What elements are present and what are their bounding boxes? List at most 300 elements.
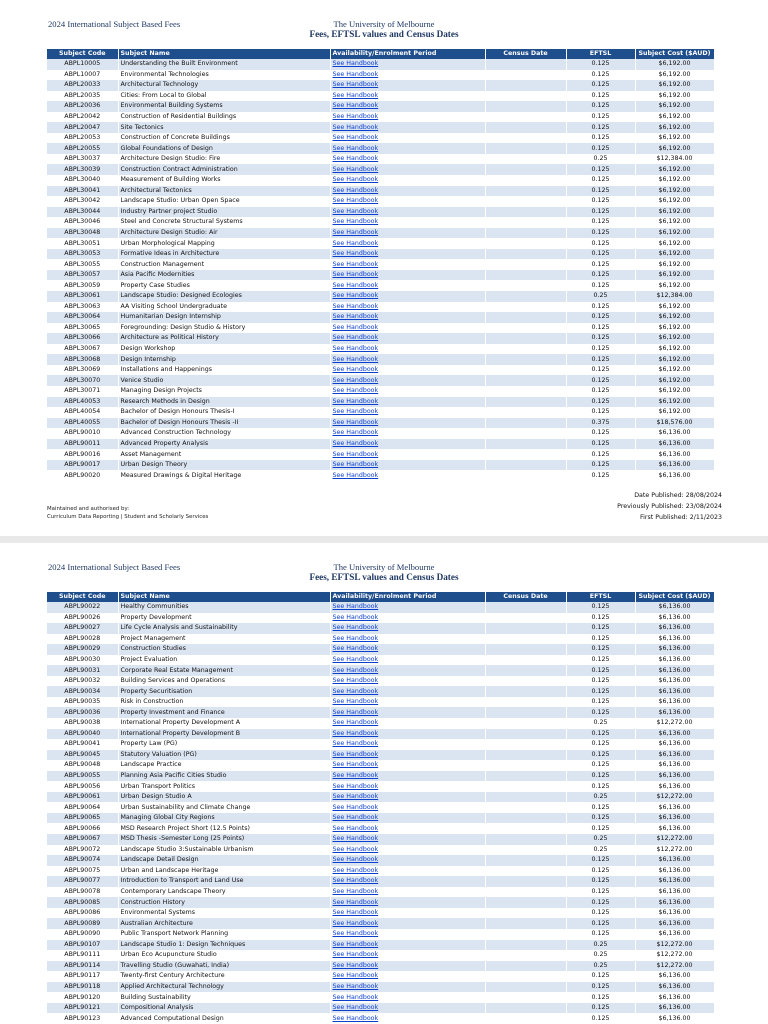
handbook-link[interactable] [330,291,485,302]
subject-name-cell: Planning Asia Pacific Cities Studio [118,771,330,782]
handbook-link[interactable] [330,407,485,418]
see-handbook-link[interactable]: See Handbook [332,366,379,374]
handbook-link[interactable] [330,634,485,645]
table-row [47,876,714,887]
see-handbook-link[interactable]: See Handbook [332,1014,379,1022]
eftsl-cell: 0.125 [566,813,635,824]
handbook-link[interactable] [330,270,485,281]
census-date-cell [485,312,566,323]
handbook-link[interactable] [330,1003,485,1014]
handbook-link[interactable] [330,375,485,386]
university-name: The University of Melbourne [333,19,435,29]
table-row [47,449,714,460]
eftsl-cell: 0.125 [566,781,635,792]
table-row [47,665,714,676]
see-handbook-link[interactable]: See Handbook [332,740,379,748]
handbook-link[interactable] [330,739,485,750]
see-handbook-link[interactable]: See Handbook [332,144,379,152]
handbook-link[interactable] [330,686,485,697]
subject-name-cell: Life Cycle Analysis and Sustainability [118,623,330,634]
see-handbook-link[interactable]: See Handbook [332,81,379,89]
see-handbook-link[interactable]: See Handbook [332,471,379,479]
handbook-link[interactable] [330,834,485,845]
handbook-link[interactable] [330,344,485,355]
handbook-link[interactable] [330,217,485,228]
see-handbook-link[interactable]: See Handbook [332,961,379,969]
subject-cost-cell: $6,136.00 [635,655,714,666]
eftsl-cell: 0.125 [566,686,635,697]
table-row [47,971,714,982]
see-handbook-link[interactable]: See Handbook [332,666,379,674]
handbook-link[interactable] [330,428,485,439]
handbook-link[interactable] [330,813,485,824]
see-handbook-link[interactable]: See Handbook [332,824,379,832]
see-handbook-link[interactable]: See Handbook [332,888,379,896]
eftsl-cell: 0.125 [566,982,635,993]
handbook-link[interactable] [330,354,485,365]
handbook-link[interactable] [330,59,485,70]
publication-dates [617,490,722,523]
subject-name-cell: Twenty-first Century Architecture [118,971,330,982]
handbook-link[interactable] [330,982,485,993]
handbook-link[interactable] [330,792,485,803]
handbook-link[interactable] [330,729,485,740]
see-handbook-link[interactable]: See Handbook [332,102,379,110]
subject-code-cell: ABPL90117 [47,971,118,982]
subject-code-cell: ABPL30061 [47,291,118,302]
see-handbook-link[interactable]: See Handbook [332,951,379,959]
table-row [47,992,714,1003]
census-date-cell [485,80,566,91]
see-handbook-link[interactable]: See Handbook [332,239,379,247]
handbook-link[interactable] [330,70,485,81]
table-row [47,333,714,344]
handbook-link[interactable] [330,866,485,877]
handbook-link[interactable] [330,961,485,972]
subject-name-cell: MSD Thesis -Semester Long (25 Points) [118,834,330,845]
see-handbook-link[interactable]: See Handbook [332,750,379,758]
see-handbook-link[interactable]: See Handbook [332,313,379,321]
census-date-cell [485,866,566,877]
subject-code-cell: ABPL90034 [47,686,118,697]
table-row [47,291,714,302]
subject-name-cell: Installations and Happenings [118,365,330,376]
see-handbook-link[interactable]: See Handbook [332,418,379,426]
eftsl-cell: 0.125 [566,175,635,186]
eftsl-cell: 0.125 [566,397,635,408]
subject-name-cell: Public Transport Network Planning [118,929,330,940]
see-handbook-link[interactable]: See Handbook [332,993,379,1001]
handbook-link[interactable] [330,249,485,260]
census-date-cell [485,845,566,856]
eftsl-cell: 0.125 [566,280,635,291]
subject-code-cell: ABPL90045 [47,750,118,761]
handbook-link[interactable] [330,707,485,718]
handbook-link[interactable] [330,887,485,898]
handbook-link[interactable] [330,280,485,291]
see-handbook-link[interactable]: See Handbook [332,909,379,917]
census-date-cell [485,375,566,386]
eftsl-cell: 0.125 [566,80,635,91]
handbook-link[interactable] [330,644,485,655]
see-handbook-link[interactable]: See Handbook [332,835,379,843]
see-handbook-link[interactable]: See Handbook [332,461,379,469]
census-date-cell [485,971,566,982]
census-date-cell [485,992,566,1003]
handbook-link[interactable] [330,665,485,676]
handbook-link[interactable] [330,238,485,249]
see-handbook-link[interactable]: See Handbook [332,345,379,353]
subject-name-cell: Understanding the Built Environment [118,59,330,70]
handbook-link[interactable] [330,908,485,919]
see-handbook-link[interactable]: See Handbook [332,60,379,68]
see-handbook-link[interactable]: See Handbook [332,70,379,78]
handbook-link[interactable] [330,781,485,792]
subject-name-cell: Construction History [118,897,330,908]
subject-name-cell: Environmental Technologies [118,70,330,81]
see-handbook-link[interactable]: See Handbook [332,123,379,131]
see-handbook-link[interactable]: See Handbook [332,877,379,885]
table-row [47,375,714,386]
see-handbook-link[interactable]: See Handbook [332,866,379,874]
subject-code-cell: ABPL90123 [47,1013,118,1024]
eftsl-cell: 0.125 [566,439,635,450]
see-handbook-link[interactable]: See Handbook [332,1004,379,1012]
census-date-cell [485,449,566,460]
subject-code-cell: ABPL30067 [47,344,118,355]
see-handbook-link[interactable]: See Handbook [332,376,379,384]
subject-cost-cell: $6,136.00 [635,1003,714,1014]
subject-code-cell: ABPL90026 [47,613,118,624]
subject-cost-cell: $6,192.00 [635,70,714,81]
col-header-census-date: Census Date [485,49,566,59]
subject-code-cell: ABPL90118 [47,982,118,993]
eftsl-cell: 0.125 [566,655,635,666]
handbook-link[interactable] [330,676,485,687]
handbook-link[interactable] [330,760,485,771]
see-handbook-link[interactable]: See Handbook [332,930,379,938]
handbook-link[interactable] [330,196,485,207]
eftsl-cell: 0.125 [566,802,635,813]
census-date-cell [485,217,566,228]
table-row [47,644,714,655]
handbook-link[interactable] [330,823,485,834]
handbook-link[interactable] [330,91,485,102]
subject-name-cell: Healthy Communities [118,602,330,613]
subject-code-cell: ABPL90107 [47,940,118,951]
table-row [47,418,714,429]
handbook-link[interactable] [330,918,485,929]
see-handbook-link[interactable]: See Handbook [332,972,379,980]
see-handbook-link[interactable]: See Handbook [332,634,379,642]
university-name: The University of Melbourne [333,562,435,572]
handbook-link[interactable] [330,971,485,982]
table-row [47,101,714,112]
handbook-link[interactable] [330,302,485,313]
see-handbook-link[interactable]: See Handbook [332,645,379,653]
subject-code-cell: ABPL30071 [47,386,118,397]
subject-cost-cell: $6,192.00 [635,365,714,376]
see-handbook-link[interactable]: See Handbook [332,613,379,621]
census-date-cell [485,302,566,313]
see-handbook-link[interactable]: See Handbook [332,719,379,727]
table-row [47,207,714,218]
table-row [47,249,714,260]
see-handbook-link[interactable]: See Handbook [332,729,379,737]
see-handbook-link[interactable]: See Handbook [332,176,379,184]
census-date-cell [485,407,566,418]
subject-name-cell: Formative Ideas in Architecture [118,249,330,260]
handbook-link[interactable] [330,718,485,729]
census-date-cell [485,259,566,270]
handbook-link[interactable] [330,175,485,186]
subject-cost-cell: $6,192.00 [635,333,714,344]
census-date-cell [485,834,566,845]
see-handbook-link[interactable]: See Handbook [332,271,379,279]
table-row [47,439,714,450]
see-handbook-link[interactable]: See Handbook [332,260,379,268]
see-handbook-link[interactable]: See Handbook [332,281,379,289]
handbook-link[interactable] [330,80,485,91]
handbook-link[interactable] [330,470,485,481]
eftsl-cell: 0.25 [566,845,635,856]
census-date-cell [485,613,566,624]
handbook-link[interactable] [330,186,485,197]
handbook-link[interactable] [330,439,485,450]
see-handbook-link[interactable]: See Handbook [332,355,379,363]
subject-name-cell: Risk in Construction [118,697,330,708]
subject-name-cell: Urban Morphological Mapping [118,238,330,249]
subject-cost-cell: $12,272.00 [635,961,714,972]
handbook-link[interactable] [330,750,485,761]
subject-name-cell: Construction Management [118,259,330,270]
see-handbook-link[interactable]: See Handbook [332,803,379,811]
see-handbook-link[interactable]: See Handbook [332,919,379,927]
subject-name-cell: Property Case Studies [118,280,330,291]
see-handbook-link[interactable]: See Handbook [332,782,379,790]
subject-code-cell: ABPL40053 [47,397,118,408]
handbook-link[interactable] [330,897,485,908]
handbook-link[interactable] [330,697,485,708]
handbook-link[interactable] [330,771,485,782]
handbook-link[interactable] [330,207,485,218]
handbook-link[interactable] [330,228,485,239]
subject-cost-cell: $6,192.00 [635,312,714,323]
subject-cost-cell: $6,136.00 [635,739,714,750]
see-handbook-link[interactable]: See Handbook [332,772,379,780]
see-handbook-link[interactable]: See Handbook [332,856,379,864]
handbook-link[interactable] [330,365,485,376]
census-date-cell [485,291,566,302]
eftsl-cell: 0.125 [566,164,635,175]
see-handbook-link[interactable]: See Handbook [332,708,379,716]
handbook-link[interactable] [330,143,485,154]
subject-code-cell: ABPL90032 [47,676,118,687]
see-handbook-link[interactable]: See Handbook [332,229,379,237]
subject-name-cell: Cities: From Local to Global [118,91,330,102]
census-date-cell [485,333,566,344]
see-handbook-link[interactable]: See Handbook [332,165,379,173]
subject-name-cell: Managing Global City Regions [118,813,330,824]
see-handbook-link[interactable]: See Handbook [332,302,379,310]
subject-cost-cell: $6,136.00 [635,918,714,929]
see-handbook-link[interactable]: See Handbook [332,677,379,685]
subject-cost-cell: $12,272.00 [635,834,714,845]
see-handbook-link[interactable]: See Handbook [332,940,379,948]
see-handbook-link[interactable]: See Handbook [332,292,379,300]
see-handbook-link[interactable]: See Handbook [332,845,379,853]
see-handbook-link[interactable]: See Handbook [332,387,379,395]
subject-cost-cell: $6,136.00 [635,613,714,624]
handbook-link[interactable] [330,418,485,429]
subject-name-cell: Urban Design Studio A [118,792,330,803]
table-row [47,280,714,291]
see-handbook-link[interactable]: See Handbook [332,134,379,142]
table-row [47,186,714,197]
census-date-cell [485,813,566,824]
table-row [47,897,714,908]
census-date-cell [485,771,566,782]
handbook-link[interactable] [330,855,485,866]
see-handbook-link[interactable]: See Handbook [332,624,379,632]
see-handbook-link[interactable]: See Handbook [332,250,379,258]
subject-code-cell: ABPL20047 [47,122,118,133]
handbook-link[interactable] [330,845,485,856]
subject-code-cell: ABPL40054 [47,407,118,418]
handbook-link[interactable] [330,164,485,175]
see-handbook-link[interactable]: See Handbook [332,898,379,906]
see-handbook-link[interactable]: See Handbook [332,761,379,769]
subject-cost-cell: $6,136.00 [635,897,714,908]
see-handbook-link[interactable]: See Handbook [332,450,379,458]
subject-cost-cell: $18,576.00 [635,418,714,429]
table-row [47,143,714,154]
subject-code-cell: ABPL90086 [47,908,118,919]
census-date-cell [485,270,566,281]
handbook-link[interactable] [330,101,485,112]
handbook-link[interactable] [330,112,485,123]
census-date-cell [485,950,566,961]
subject-name-cell: Compositional Analysis [118,1003,330,1014]
eftsl-cell: 0.25 [566,950,635,961]
subject-name-cell: Construction of Concrete Buildings [118,133,330,144]
subject-cost-cell: $6,192.00 [635,238,714,249]
table-header-row [47,592,714,602]
col-header-subject-name: Subject Name [118,49,330,59]
subject-cost-cell: $6,136.00 [635,729,714,740]
see-handbook-link[interactable]: See Handbook [332,113,379,120]
eftsl-cell: 0.125 [566,228,635,239]
handbook-link[interactable] [330,386,485,397]
see-handbook-link[interactable]: See Handbook [332,323,379,331]
handbook-link[interactable] [330,876,485,887]
see-handbook-link[interactable]: See Handbook [332,197,379,205]
census-date-cell [485,634,566,645]
handbook-link[interactable] [330,259,485,270]
subject-code-cell: ABPL20042 [47,112,118,123]
handbook-link[interactable] [330,397,485,408]
see-handbook-link[interactable]: See Handbook [332,334,379,342]
see-handbook-link[interactable]: See Handbook [332,218,379,226]
handbook-link[interactable] [330,122,485,133]
handbook-link[interactable] [330,623,485,634]
handbook-link[interactable] [330,133,485,144]
see-handbook-link[interactable]: See Handbook [332,439,379,447]
table-row [47,228,714,239]
subject-code-cell: ABPL30046 [47,217,118,228]
census-date-cell [485,470,566,481]
handbook-link[interactable] [330,333,485,344]
eftsl-cell: 0.125 [566,750,635,761]
subject-cost-cell: $6,192.00 [635,186,714,197]
handbook-link[interactable] [330,940,485,951]
handbook-link[interactable] [330,449,485,460]
census-date-cell [485,280,566,291]
handbook-link[interactable] [330,312,485,323]
subject-cost-cell: $6,192.00 [635,270,714,281]
handbook-link[interactable] [330,602,485,613]
table-row [47,729,714,740]
subject-code-cell: ABPL90028 [47,634,118,645]
subject-cost-cell: $6,136.00 [635,428,714,439]
table-row [47,929,714,940]
table-row [47,70,714,81]
table-row [47,655,714,666]
see-handbook-link[interactable]: See Handbook [332,698,379,706]
see-handbook-link[interactable]: See Handbook [332,429,379,437]
see-handbook-link[interactable]: See Handbook [332,207,379,215]
handbook-link[interactable] [330,1013,485,1024]
census-date-cell [485,697,566,708]
handbook-link[interactable] [330,950,485,961]
see-handbook-link[interactable]: See Handbook [332,687,379,695]
see-handbook-link[interactable]: See Handbook [332,186,379,194]
handbook-link[interactable] [330,323,485,334]
see-handbook-link[interactable]: See Handbook [332,155,379,163]
see-handbook-link[interactable]: See Handbook [332,91,379,99]
handbook-link[interactable] [330,154,485,165]
header-center [0,19,768,40]
subject-name-cell: Architecture as Political History [118,333,330,344]
handbook-link[interactable] [330,992,485,1003]
see-handbook-link[interactable]: See Handbook [332,793,379,801]
see-handbook-link[interactable]: See Handbook [332,397,379,405]
handbook-link[interactable] [330,655,485,666]
subject-cost-cell: $6,136.00 [635,876,714,887]
subject-name-cell: Construction of Residential Buildings [118,112,330,123]
eftsl-cell: 0.125 [566,70,635,81]
see-handbook-link[interactable]: See Handbook [332,603,379,611]
subject-cost-cell: $6,192.00 [635,228,714,239]
census-date-cell [485,143,566,154]
handbook-link[interactable] [330,460,485,471]
see-handbook-link[interactable]: See Handbook [332,814,379,822]
subject-cost-cell: $6,136.00 [635,781,714,792]
subject-code-cell: ABPL90022 [47,602,118,613]
eftsl-cell: 0.25 [566,792,635,803]
handbook-link[interactable] [330,613,485,624]
see-handbook-link[interactable]: See Handbook [332,656,379,663]
see-handbook-link[interactable]: See Handbook [332,982,379,990]
eftsl-cell: 0.125 [566,1013,635,1024]
subject-cost-cell: $6,136.00 [635,771,714,782]
handbook-link[interactable] [330,802,485,813]
eftsl-cell: 0.125 [566,613,635,624]
eftsl-cell: 0.125 [566,112,635,123]
census-date-cell [485,855,566,866]
handbook-link[interactable] [330,929,485,940]
see-handbook-link[interactable]: See Handbook [332,408,379,416]
